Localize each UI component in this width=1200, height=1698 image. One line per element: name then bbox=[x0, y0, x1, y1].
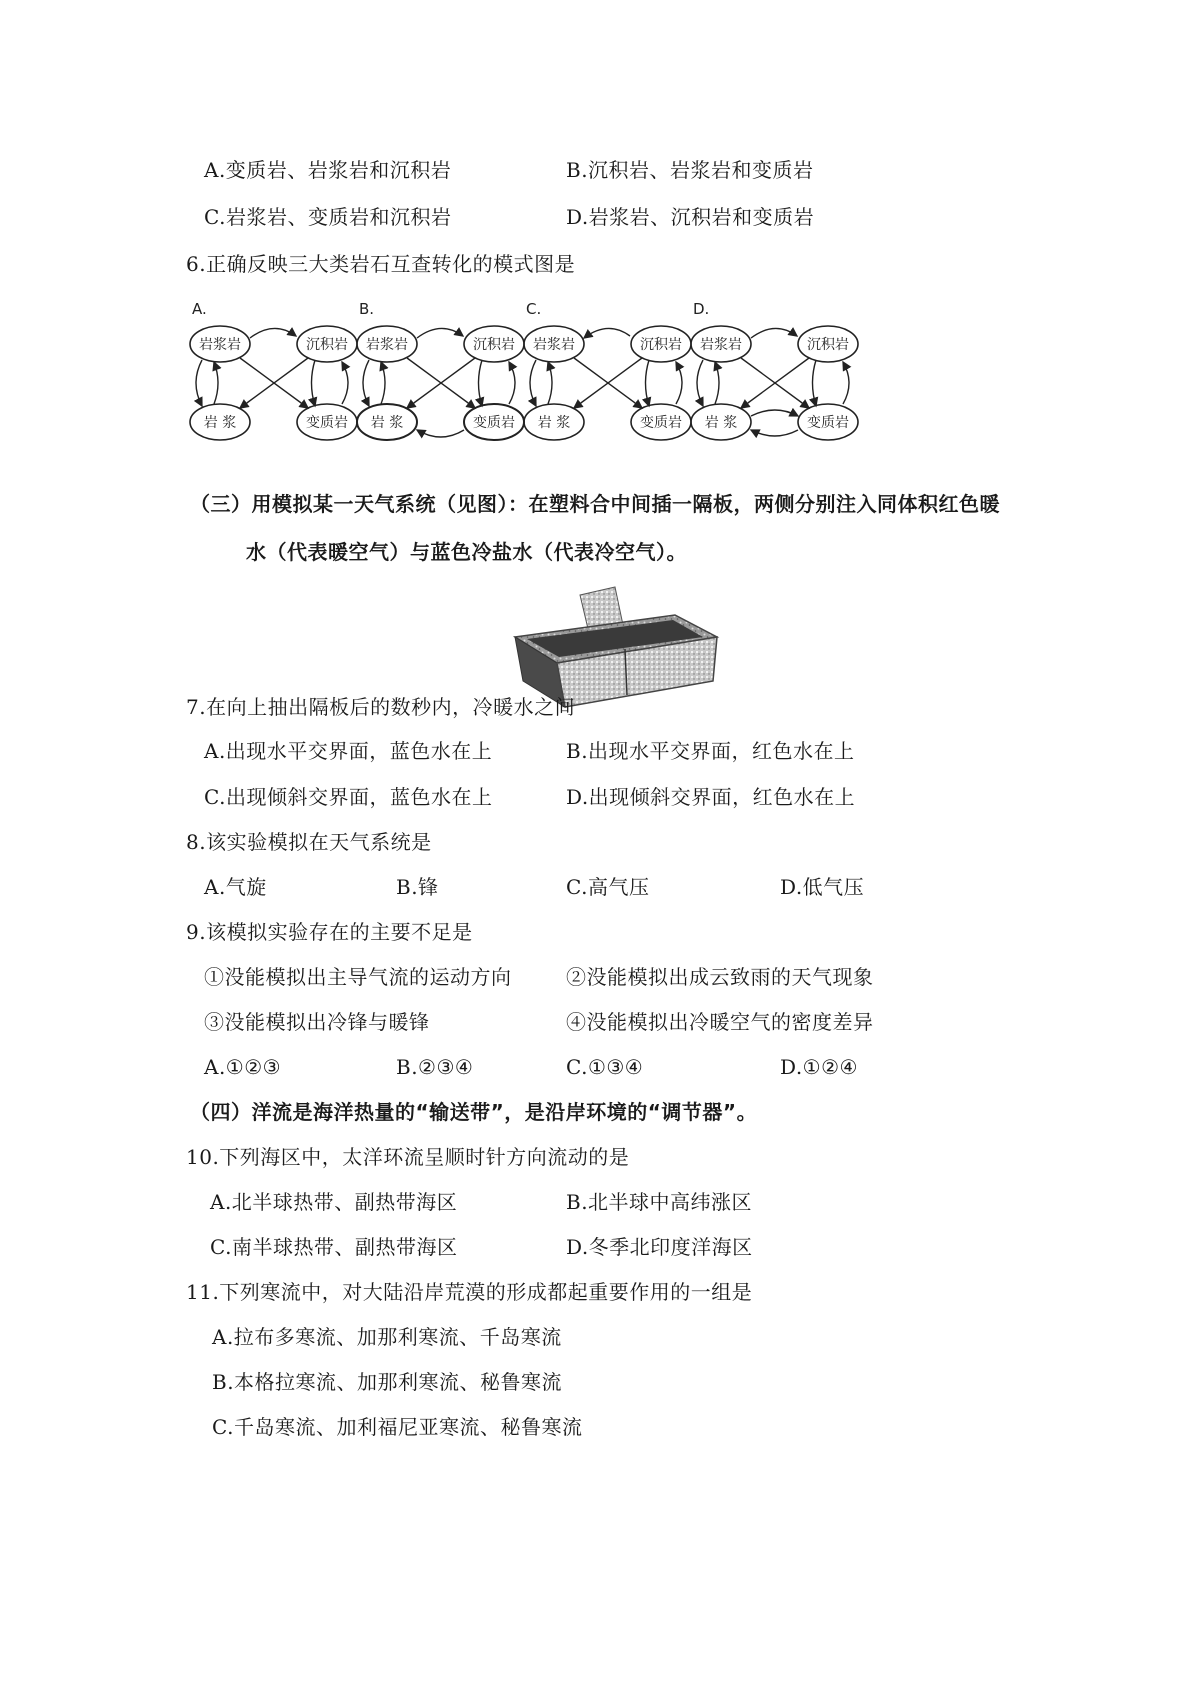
q5-option-c: C.岩浆岩、变质岩和沉积岩 bbox=[204, 205, 452, 229]
node-metamorphic-rock: 变质岩 bbox=[473, 415, 515, 431]
q9-option-b: B.②③④ bbox=[396, 1055, 474, 1079]
rock-diagram-d bbox=[691, 298, 866, 456]
section3-intro-line1: （三）用模拟某一天气系统（见图）：在塑料合中间插一隔板，两侧分别注入同体积红色暖 bbox=[190, 492, 1000, 516]
q5-option-d: D.岩浆岩、沉积岩和变质岩 bbox=[566, 205, 815, 229]
q8-option-a: A.气旋 bbox=[204, 875, 267, 899]
q10-option-d: D.冬季北印度洋海区 bbox=[566, 1235, 753, 1259]
rock-diagram-a bbox=[190, 298, 365, 456]
q8-option-d: D.低气压 bbox=[780, 875, 865, 899]
node-igneous-rock: 岩浆岩 bbox=[533, 337, 575, 353]
q7-option-d: D.出现倾斜交界面，红色水在上 bbox=[566, 785, 856, 809]
q8-option-c: C.高气压 bbox=[566, 875, 650, 899]
node-metamorphic-rock: 变质岩 bbox=[306, 415, 348, 431]
diagram-letter: D. bbox=[693, 300, 710, 318]
q9-option-d: D.①②④ bbox=[780, 1055, 858, 1079]
q5-option-b: B.沉积岩、岩浆岩和变质岩 bbox=[566, 158, 814, 182]
q9-statement-2: ②没能模拟出成云致雨的天气现象 bbox=[566, 965, 874, 989]
node-sedimentary-rock: 沉积岩 bbox=[640, 337, 682, 353]
node-sedimentary-rock: 沉积岩 bbox=[306, 337, 348, 353]
q10-option-a: A.北半球热带、副热带海区 bbox=[210, 1190, 458, 1214]
diagram-letter: A. bbox=[192, 300, 207, 318]
q7-option-b: B.出现水平交界面，红色水在上 bbox=[566, 739, 855, 763]
rock-diagram-b bbox=[357, 298, 532, 456]
q5-option-a: A.变质岩、岩浆岩和沉积岩 bbox=[204, 158, 452, 182]
q9-statement-3: ③没能模拟出冷锋与暖锋 bbox=[204, 1010, 430, 1034]
q11-option-b: B.本格拉寒流、加那利寒流、秘鲁寒流 bbox=[212, 1370, 563, 1394]
node-magma: 岩 浆 bbox=[704, 415, 738, 431]
diagram-letter: B. bbox=[359, 300, 375, 318]
q8-stem: 8.该实验模拟在天气系统是 bbox=[186, 830, 432, 854]
node-magma: 岩 浆 bbox=[537, 415, 571, 431]
rock-diagram-c bbox=[524, 298, 699, 456]
q9-stem: 9.该模拟实验存在的主要不足是 bbox=[186, 920, 473, 944]
section4-intro: （四）洋流是海洋热量的“输送带”，是沿岸环境的“调节器”。 bbox=[190, 1100, 758, 1124]
q8-option-b: B.锋 bbox=[396, 875, 439, 899]
node-magma: 岩 浆 bbox=[203, 415, 237, 431]
node-igneous-rock: 岩浆岩 bbox=[700, 337, 742, 353]
q10-stem: 10.下列海区中，太洋环流呈顺时针方向流动的是 bbox=[186, 1145, 630, 1169]
node-sedimentary-rock: 沉积岩 bbox=[473, 337, 515, 353]
section3-intro-line2: 水（代表暖空气）与蓝色冷盐水（代表冷空气）。 bbox=[246, 540, 687, 564]
q7-option-c: C.出现倾斜交界面，蓝色水在上 bbox=[204, 785, 493, 809]
q10-option-c: C.南半球热带、副热带海区 bbox=[210, 1235, 458, 1259]
q7-stem: 7.在向上抽出隔板后的数秒内，冷暖水之间 bbox=[186, 695, 576, 719]
node-magma: 岩 浆 bbox=[370, 415, 404, 431]
q11-option-a: A.拉布多寒流、加那利寒流、千岛寒流 bbox=[212, 1325, 562, 1349]
node-metamorphic-rock: 变质岩 bbox=[640, 415, 682, 431]
diagram-letter: C. bbox=[526, 300, 542, 318]
q11-stem: 11.下列寒流中，对大陆沿岸荒漠的形成都起重要作用的一组是 bbox=[186, 1280, 753, 1304]
q6-stem: 6.正确反映三大类岩石互查转化的模式图是 bbox=[186, 252, 576, 276]
node-igneous-rock: 岩浆岩 bbox=[366, 337, 408, 353]
q10-option-b: B.北半球中高纬涨区 bbox=[566, 1190, 753, 1214]
q9-option-a: A.①②③ bbox=[204, 1055, 282, 1079]
node-igneous-rock: 岩浆岩 bbox=[199, 337, 241, 353]
q7-option-a: A.出现水平交界面，蓝色水在上 bbox=[204, 739, 493, 763]
q11-option-c: C.千岛寒流、加利福尼亚寒流、秘鲁寒流 bbox=[212, 1415, 583, 1439]
q9-statement-1: ①没能模拟出主导气流的运动方向 bbox=[204, 965, 512, 989]
rock-cycle-diagrams bbox=[190, 298, 880, 456]
node-sedimentary-rock: 沉积岩 bbox=[807, 337, 849, 353]
q9-option-c: C.①③④ bbox=[566, 1055, 644, 1079]
node-metamorphic-rock: 变质岩 bbox=[807, 415, 849, 431]
q9-statement-4: ④没能模拟出冷暖空气的密度差异 bbox=[566, 1010, 874, 1034]
